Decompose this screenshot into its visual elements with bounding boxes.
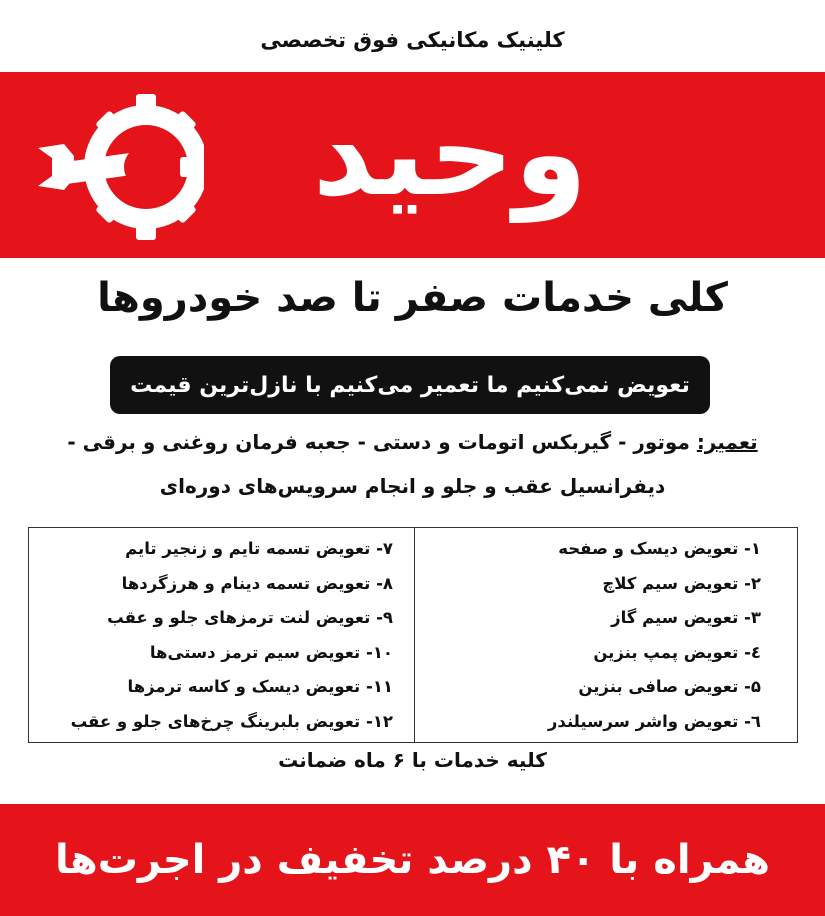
service-item: ۱- تعویض دیسک و صفحه <box>558 539 761 558</box>
service-item: ۱۱- تعویض دیسک و کاسه ترمزها <box>127 677 393 696</box>
service-item: ۸- تعویض تسمه دینام و هرزگردها <box>121 573 393 593</box>
service-item: ۱۰- تعویض سیم ترمز دستی‌ها <box>149 642 393 662</box>
brand-name: وحید <box>312 84 588 222</box>
discount-banner <box>0 804 825 916</box>
services-right-column <box>389 532 761 739</box>
service-item: ٦- تعویض واشر سرسیلندر <box>547 711 761 731</box>
clinic-subtitle: کلینیک مکانیکی فوق تخصصی <box>260 28 565 52</box>
service-item: ۳- تعویض سیم گاز <box>611 608 761 627</box>
slogan-badge <box>110 356 710 414</box>
repair-line-1-text: موتور - گیربکس اتومات و دستی - جعبه فرمان روغنی و برقی - <box>67 430 697 454</box>
service-item: ۵- تعویض صافی بنزین <box>578 677 761 696</box>
discount-text: همراه با ۴۰ درصد تخفیف در اجرت‌ها <box>54 837 771 883</box>
service-item: ٤- تعویض پمپ بنزین <box>593 642 761 662</box>
repair-line-2: دیفرانسیل عقب و جلو و انجام سرویس‌های دوره‌ای <box>159 474 666 498</box>
repair-description <box>20 420 805 508</box>
service-item: ۲- تعویض سیم کلاچ <box>602 573 761 593</box>
repair-label: تعمیر: <box>696 430 758 454</box>
headline: کلی خدمات صفر تا صد خودروها <box>97 275 728 321</box>
guarantee-text: کلیه خدمات با ۶ ماه ضمانت <box>278 748 547 772</box>
slogan-text: تعویض نمی‌کنیم ما تعمیر می‌کنیم با نازل‌ترین قیمت <box>130 372 690 398</box>
service-item: ۷- تعویض تسمه تایم و زنجیر تایم <box>125 539 393 558</box>
service-item: ۱۲- تعویض بلبرینگ چرخ‌های جلو و عقب <box>70 711 393 731</box>
services-table <box>28 527 798 743</box>
services-left-column <box>21 532 393 739</box>
gear-wrench-icon <box>34 92 204 242</box>
service-item: ۹- تعویض لنت ترمزهای جلو و عقب <box>107 608 393 627</box>
repair-line-1 <box>20 420 805 464</box>
